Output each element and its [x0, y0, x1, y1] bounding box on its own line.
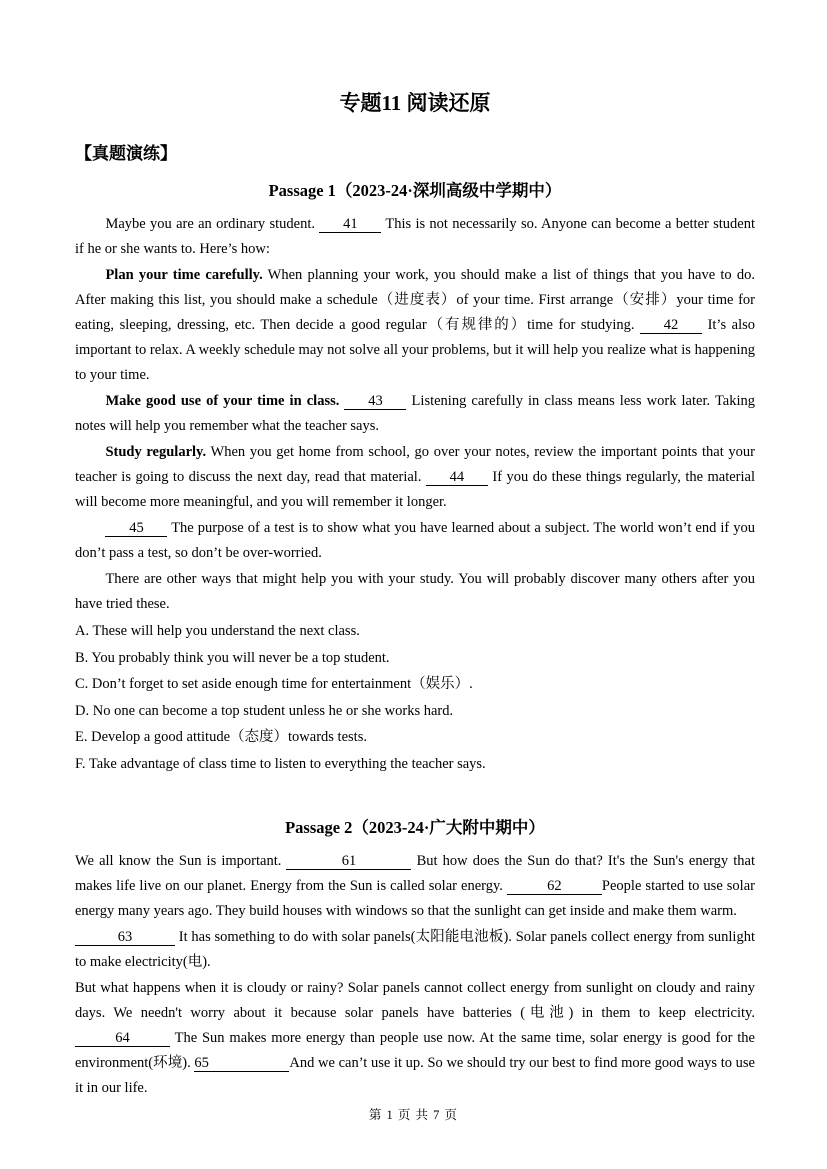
bold-lead-in: Make good use of your time in class.: [105, 393, 340, 409]
section-label: 【真题演练】: [75, 144, 177, 163]
answer-blank: 62: [507, 878, 602, 895]
paragraph: 45 The purpose of a test is to show what you have learned about a subject. The world won’t end if you don’t pass a test, so don’t be over-worried.: [75, 520, 755, 561]
passage1-body: [75, 212, 755, 617]
page-footer: 第 1 页 共 7 页: [368, 1108, 459, 1122]
paragraph: There are other ways that might help you with your study. You will probably discover many others after you have tried these.: [75, 571, 755, 612]
answer-blank: 43: [344, 393, 406, 410]
passage2-body: [75, 849, 755, 1101]
answer-blank: 61: [286, 853, 411, 870]
answer-blank: 45: [105, 520, 167, 537]
answer-blank: 65: [194, 1055, 289, 1072]
option-line: E. Develop a good attitude（态度）towards tests.: [75, 729, 367, 745]
paragraph: Maybe you are an ordinary student. 41 This is not necessarily so. Anyone can become a better student if he or she wants to. Here’s how:: [75, 216, 755, 257]
answer-blank: 44: [426, 469, 488, 486]
answer-blank: 64: [75, 1030, 170, 1047]
answer-blank: 41: [319, 216, 381, 233]
passage1-options: [75, 618, 755, 777]
option-line: D. No one can become a top student unless he or she works hard.: [75, 702, 454, 719]
option-line: C. Don’t forget to set aside enough time for entertainment（娱乐）.: [75, 676, 473, 692]
paragraph: We all know the Sun is important. 61 But how does the Sun do that? It's the Sun's energy that makes life live on our planet. Energy from the Sun is called solar energy. 62 People started to use solar energy many years ago. They build houses with windows so that the sunlight can get inside and make them warm.: [75, 853, 755, 919]
answer-blank: 63: [75, 929, 175, 946]
bold-lead-in: Study regularly.: [105, 444, 207, 460]
option-line: B. You probably think you will never be a top student.: [75, 649, 390, 666]
paragraph: Make good use of your time in class. 43 Listening carefully in class means less work later. Taking notes will help you remember what the teacher says.: [75, 393, 756, 434]
paragraph: Plan your time carefully. When planning your work, you should make a list of things that you have to do. After making this list, you should make a schedule（进度表）of your time. First arrange（安排）your time for eating, sleeping, dressing, etc. Then decide a good regular（有规律的）time for studying. 42 It’s also important to relax. A weekly schedule may not solve all your problems, but it will help you realize what is happening to your time.: [75, 267, 756, 383]
passage2-heading: Passage 2（2023-24·广大附中期中）: [285, 818, 545, 837]
passage1-heading: Passage 1（2023-24·深圳高级中学期中）: [268, 181, 562, 200]
paragraph: Study regularly. When you get home from school, go over your notes, review the important points that your teacher is going to discuss the next day, read that material. 44 If you do these things regularly, the material will become more meaningful, and you will remember it longer.: [75, 444, 755, 510]
doc-title: 专题11 阅读还原: [339, 91, 491, 115]
answer-blank: 42: [640, 317, 702, 334]
bold-lead-in: Plan your time carefully.: [105, 267, 263, 283]
option-line: F. Take advantage of class time to listen to everything the teacher says.: [75, 755, 486, 772]
paragraph: 63 It has something to do with solar panels(太阳能电池板). Solar panels collect energy from sunlight to make electricity(电).: [75, 929, 755, 970]
paragraph: But what happens when it is cloudy or rainy? Solar panels cannot collect energy from sunlight on cloudy and rainy days. We needn't worry about it because solar panels have batteries (电池) in them to keep electricity. 64 The Sun makes more energy than people use now. At the same time, solar energy is good for the environment(环境). 65 And we can’t use it up. So we should try our best to find more good ways to use it in our life.: [75, 980, 755, 1096]
option-line: A. These will help you understand the next class.: [75, 623, 360, 639]
